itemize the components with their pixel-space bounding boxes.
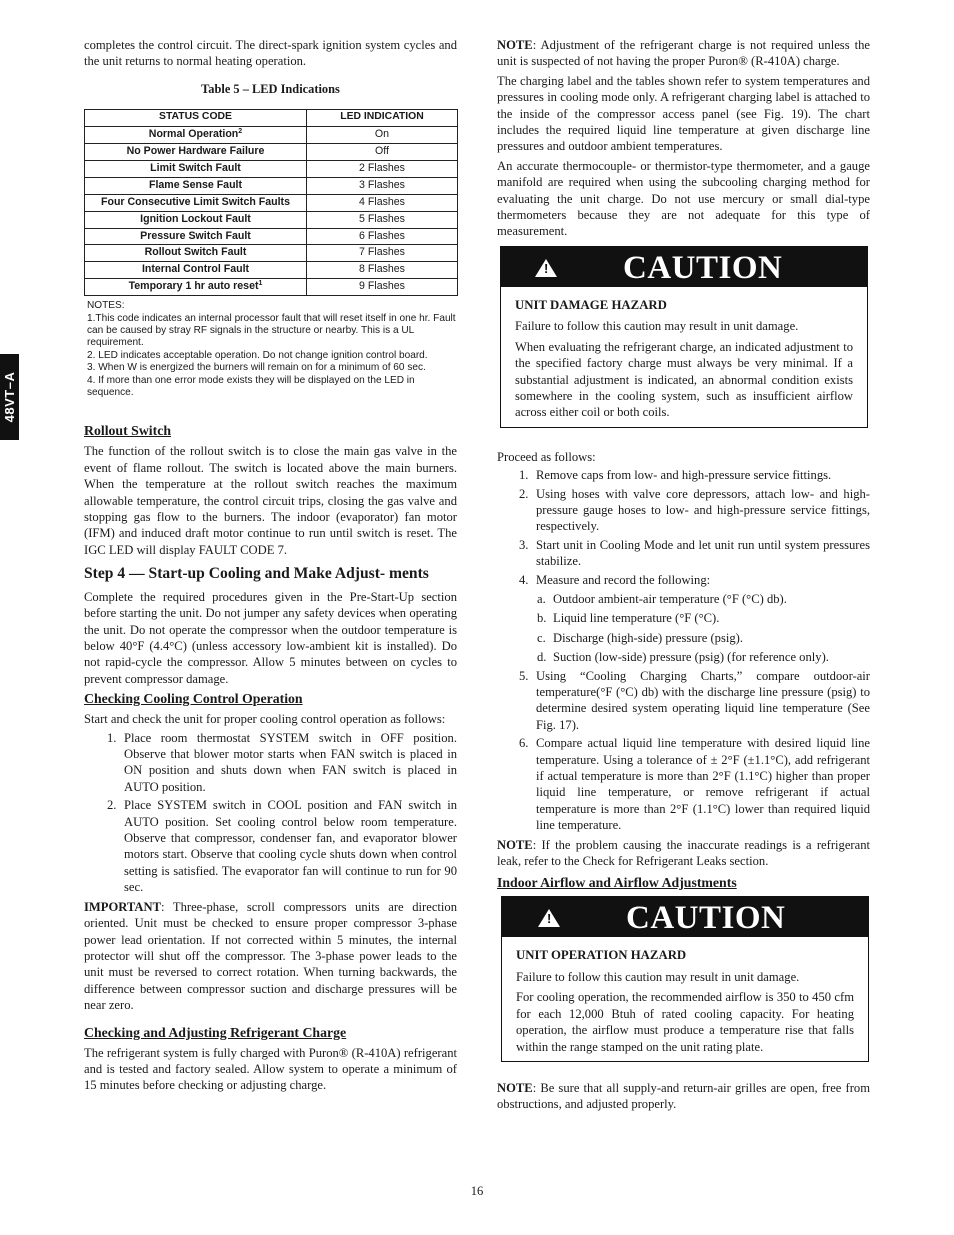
led-table <box>84 109 458 296</box>
list-item-number: 2. <box>519 486 529 501</box>
led-indication-cell: 7 Flashes <box>307 245 458 262</box>
important-paragraph <box>84 899 457 1014</box>
led-indication-cell: Off <box>307 144 458 161</box>
measure-sub-list <box>497 591 870 666</box>
list-item <box>519 467 870 483</box>
note-2: 2. LED indicates acceptable operation. Do not change ignition control board. <box>87 349 428 361</box>
notes-label: NOTES: <box>87 300 125 312</box>
list-item-number: c. <box>537 630 546 645</box>
important-text: : Three-phase, scroll compressors units are direction oriented. Unit must be checked to ensure proper compressor 3-phase power lead orientation. If not corrected within 5 minutes, the internal protector will shut off the compressor. The 3-phase power leads to the unit must be reversed to correct rotation. When turning backwards, the difference between compressor suction and discharge pressures will be near zero. <box>84 899 457 1013</box>
note-charge-label: NOTE <box>497 38 533 52</box>
thermometer-paragraph: An accurate thermocouple- or thermistor-type thermometer, and a gauge manifold are required when using the subcooling charging method for evaluating the unit charge. Do not use mercury or small dial-type thermometers because they are not adequate for this type of measurement. <box>497 158 870 239</box>
list-item-text: Measure and record the following: <box>536 572 711 587</box>
status-code-text: Temporary 1 hr auto reset <box>128 280 259 293</box>
caution-box-unit-operation <box>501 896 869 1061</box>
proceed-label: Proceed as follows: <box>497 449 596 464</box>
led-indication-cell: On <box>307 127 458 144</box>
status-code-cell <box>85 127 307 144</box>
caution-body <box>501 287 867 427</box>
table-row <box>85 127 458 144</box>
status-code-cell <box>85 279 307 296</box>
charge-steps-list-continued <box>497 668 870 834</box>
caution-hazard-title: UNIT DAMAGE HAZARD <box>515 297 667 312</box>
header-led-indication: LED INDICATION <box>307 110 458 127</box>
caution-warning-line: Failure to follow this caution may result in unit damage. <box>515 319 799 334</box>
list-item <box>107 730 457 796</box>
note-4: 4. If more than one error mode exists they will be displayed on the LED in sequence. <box>87 374 415 399</box>
status-code-text: Ignition Lockout Fault <box>140 212 251 225</box>
list-item-number: 1. <box>107 730 117 745</box>
note-1: 1.This code indicates an internal processor fault that will reset itself in one hr. Fault can be caused by stray RF signals in the structure or nearby. This is a UL requirement. <box>87 312 456 349</box>
status-code-cell <box>85 262 307 279</box>
list-item-text: Using hoses with valve core depressors, attach low- and high-pressure gauge hoses to low- and high-pressure service fittings, respectively. <box>536 486 870 534</box>
table-title: Table 5 – LED Indications <box>201 81 340 96</box>
status-code-text: Flame Sense Fault <box>148 178 243 191</box>
list-item <box>537 591 870 607</box>
header-status-code: STATUS CODE <box>85 110 307 127</box>
list-item-number: 2. <box>107 798 117 813</box>
status-code-cell <box>85 211 307 228</box>
list-item-number: b. <box>537 611 547 626</box>
table-row <box>85 228 458 245</box>
led-indication-cell: 4 Flashes <box>307 194 458 211</box>
list-item-text: Liquid line temperature (°F (°C). <box>553 611 720 626</box>
table-row <box>85 211 458 228</box>
list-item-number: a. <box>537 591 546 606</box>
list-item-text: Using “Cooling Charging Charts,” compare outdoor-air temperature(°F (°C) db) with the discharge line pressure (psig) to determine desired system operating liquid line temperature (See Fig. 17). <box>536 668 870 732</box>
right-column <box>497 37 870 1113</box>
status-code-cell <box>85 177 307 194</box>
led-indication-cell: 9 Flashes <box>307 279 458 296</box>
led-indication-cell: 6 Flashes <box>307 228 458 245</box>
warning-triangle-icon: ! <box>535 259 557 277</box>
important-label: IMPORTANT <box>84 899 161 914</box>
list-item-text: Start unit in Cooling Mode and let unit run until system pressures stabilize. <box>536 537 870 569</box>
side-tab-label: 48VT–A <box>1 371 17 423</box>
cooling-control-intro: Start and check the unit for proper cooling control operation as follows: <box>84 712 446 727</box>
page-number: 16 <box>470 1184 484 1198</box>
note-leak <box>497 837 870 870</box>
status-code-text: Limit Switch Fault <box>150 161 241 174</box>
cooling-control-list <box>84 730 457 896</box>
list-item-text: Place SYSTEM switch in COOL position and FAN switch in AUTO position. Set cooling control below room temperature. Observe that compressor, condenser fan, and evaporator blower motors start. Observe that cooling cycle shuts down when control setting is satisfied. The evaporator fan will continue to run for 90 sec. <box>124 798 457 895</box>
charging-label-paragraph: The charging label and the tables shown refer to system temperatures and pressures in cooling mode only. A refrigerant charging label is attached to the inside of the compressor access panel (see Fig. 19). The chart includes the required liquid line temperature at given discharge line pressures and outdoor ambient temperatures. <box>497 73 870 154</box>
rollout-heading: Rollout Switch <box>84 423 172 439</box>
note-leak-text: : If the problem causing the inaccurate readings is a refrigerant leak, refer to the Check for Refrigerant Leaks section. <box>497 837 870 869</box>
refrigerant-heading: Checking and Adjusting Refrigerant Charge <box>84 1024 347 1040</box>
status-code-cell <box>85 144 307 161</box>
list-item-number: d. <box>537 650 547 665</box>
note-leak-label: NOTE <box>497 837 533 852</box>
list-item-number: 6. <box>519 736 529 751</box>
table-header-row <box>85 110 458 127</box>
caution-banner <box>501 247 867 287</box>
warning-triangle-icon-2: ! <box>538 909 560 927</box>
caution-title-2: CAUTION <box>626 900 786 937</box>
table-row <box>85 177 458 194</box>
caution-text-2: For cooling operation, the recommended airflow is 350 to 450 cfm for each 12,000 Btuh of rated cooling capacity. For heating operation, the airflow must produce a temperature rise that falls within the range stamped on the unit rating plate. <box>516 990 854 1054</box>
led-indication-cell: 5 Flashes <box>307 211 458 228</box>
footnote-marker: 2 <box>238 128 243 136</box>
list-item-number: 1. <box>519 468 529 483</box>
left-column <box>84 37 457 1094</box>
rollout-paragraph: The function of the rollout switch is to close the main gas valve in the event of flame rollout. The switch is located above the main burners. When the temperature at the rollout switch reaches the maximum allowable temperature, the control circuit trips, closing the gas valve and stopping gas flow to the burners. The indoor (evaporator) fan motor (IFM) and induced draft motor continue to run until switch is reset. The IGC LED will display FAULT CODE 7. <box>84 444 457 557</box>
refrigerant-paragraph: The refrigerant system is fully charged with Puron® (R-410A) refrigerant and is tested and factory sealed. Allow system to operate a minimum of 15 minutes before checking or adjusting charge. <box>84 1045 457 1093</box>
caution-box-unit-damage <box>500 246 868 428</box>
list-item <box>107 797 457 895</box>
status-code-text: Internal Control Fault <box>141 263 250 276</box>
list-item-number: 3. <box>519 537 529 552</box>
caution-warning-line-2: Failure to follow this caution may result in unit damage. <box>516 969 800 984</box>
status-code-text: Normal Operation <box>148 128 239 141</box>
list-item-text: Compare actual liquid line temperature with desired liquid line temperature. Using a tolerance of ± 2°F (±1.1°C), add refrigerant if actual temperature is more than 2°F (1.1°C) higher than proper liquid line temperature, or remove refrigerant if actual temperature is more than 2°F (1.1°C) lower than required liquid line temperature. <box>536 736 870 833</box>
note-charge-text: : Adjustment of the refrigerant charge is not required unless the unit is suspected of not having the proper Puron® (R-410A) charge. <box>497 38 870 69</box>
intro-paragraph: completes the control circuit. The direct-spark ignition system cycles and the unit returns to normal heating operation. <box>84 38 457 69</box>
step4-paragraph: Complete the required procedures given in the Pre-Start-Up section before starting the unit. Do not jumper any safety devices when operating the unit. Do not operate the compressor when the outdoor temperature is below 40°F (4.4°C) (unless accessory low-ambient kit is installed). Do not rapid-cycle the compressor. Allow 5 minutes between on cycles to prevent compressor damage. <box>84 589 457 686</box>
table-row <box>85 160 458 177</box>
caution-hazard-title-2: UNIT OPERATION HAZARD <box>516 948 687 963</box>
note-3: 3. When W is energized the burners will remain on for a minimum of 60 sec. <box>87 362 426 374</box>
list-item <box>519 668 870 734</box>
led-indication-cell: 8 Flashes <box>307 262 458 279</box>
table-row <box>85 262 458 279</box>
list-item <box>519 486 870 535</box>
status-code-text: No Power Hardware Failure <box>126 145 265 158</box>
status-code-text: Four Consecutive Limit Switch Faults <box>101 195 290 208</box>
note-grilles <box>497 1080 870 1113</box>
list-item <box>537 630 870 646</box>
led-indication-cell: 2 Flashes <box>307 160 458 177</box>
status-code-cell <box>85 160 307 177</box>
list-item <box>519 537 870 570</box>
airflow-heading: Indoor Airflow and Airflow Adjustments <box>497 875 737 891</box>
caution-body-2 <box>502 937 868 1060</box>
charge-steps-list <box>497 467 870 588</box>
table-row <box>85 245 458 262</box>
list-item-text: Discharge (high-side) pressure (psig). <box>553 630 744 645</box>
footnote-marker: 1 <box>258 280 263 288</box>
status-code-text: Rollout Switch Fault <box>144 246 247 259</box>
list-item-text: Suction (low-side) pressure (psig) (for reference only). <box>553 650 829 665</box>
led-indication-cell: 3 Flashes <box>307 177 458 194</box>
list-item-text: Remove caps from low- and high-pressure service fittings. <box>536 468 832 483</box>
caution-text: When evaluating the refrigerant charge, an indicated adjustment to the specified factory charge must always be very minimal. If a substantial adjustment is indicated, an abnormal condition exists somewhere in the cooling system, such as insufficient airflow across either coil or both coils. <box>515 339 853 420</box>
led-table-body <box>85 127 458 296</box>
list-item-number: 4. <box>519 572 529 587</box>
side-tab <box>0 354 19 440</box>
status-code-cell <box>85 194 307 211</box>
cooling-control-heading: Checking Cooling Control Operation <box>84 691 303 707</box>
table-notes <box>84 300 457 399</box>
list-item <box>537 610 870 626</box>
list-item-text: Outdoor ambient-air temperature (°F (°C) db). <box>553 591 787 606</box>
table-row <box>85 194 458 211</box>
list-item <box>519 572 870 588</box>
note-grilles-text: : Be sure that all supply-and return-air grilles are open, free from obstructions, and adjusted properly. <box>497 1080 870 1112</box>
table-row <box>85 144 458 161</box>
list-item-text: Place room thermostat SYSTEM switch in OFF position. Observe that blower motor starts when FAN switch is placed in ON position and shuts down when FAN switch is placed in AUTO position. <box>124 730 457 794</box>
list-item <box>537 649 870 665</box>
note-grilles-label: NOTE <box>497 1080 533 1095</box>
caution-banner-2 <box>502 897 868 937</box>
list-item <box>519 735 870 833</box>
table-row <box>85 279 458 296</box>
status-code-cell <box>85 245 307 262</box>
note-charge <box>497 37 870 70</box>
status-code-text: Pressure Switch Fault <box>140 229 251 242</box>
list-item-number: 5. <box>519 668 529 683</box>
step4-heading: Step 4 — Start-up Cooling and Make Adjust- ments <box>84 565 429 583</box>
caution-title: CAUTION <box>623 249 783 286</box>
status-code-cell <box>85 228 307 245</box>
